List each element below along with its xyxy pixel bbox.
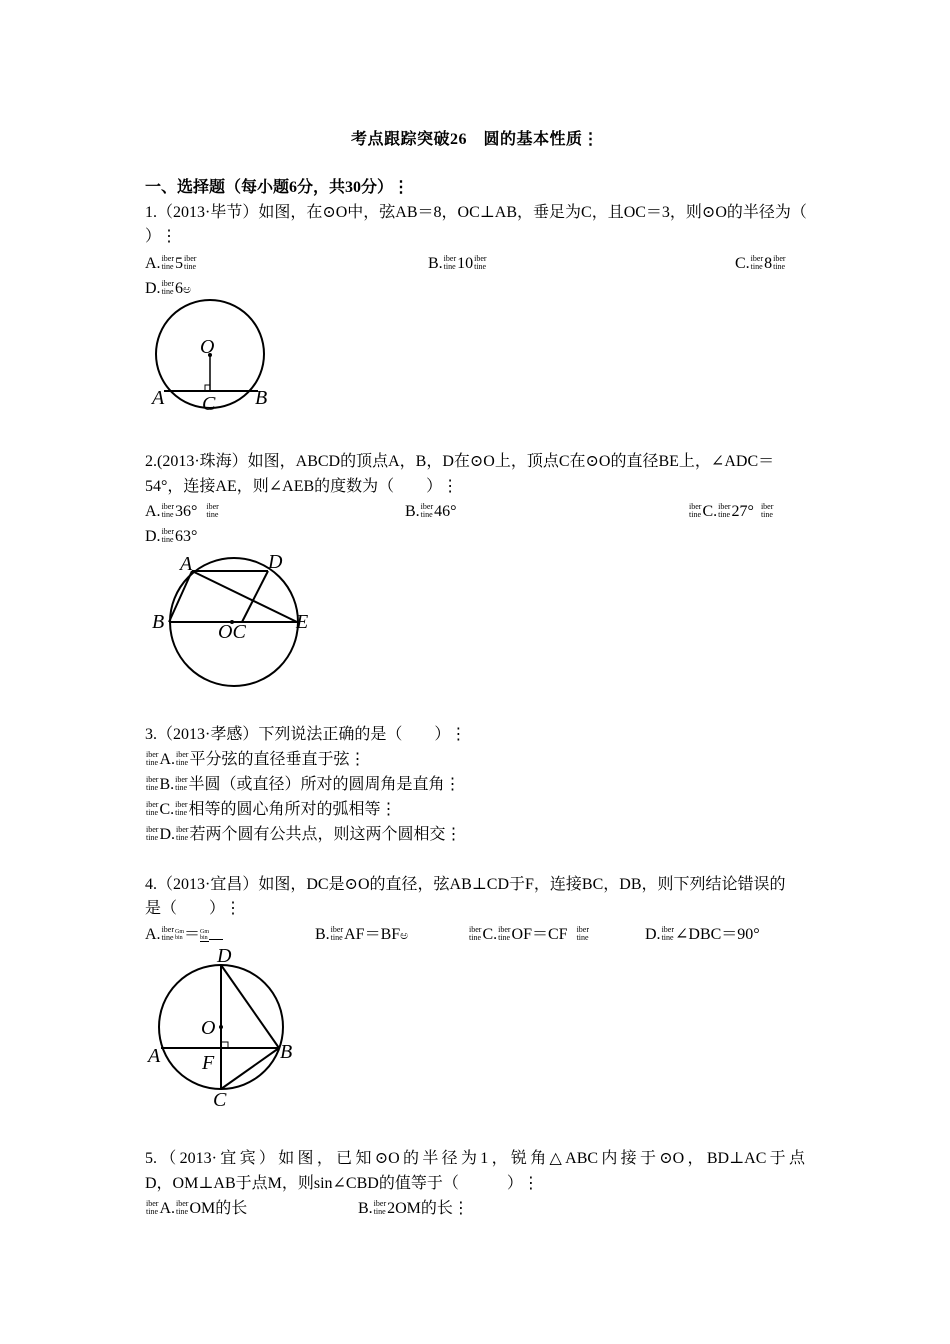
glitch-mark: iber tine xyxy=(498,925,511,943)
q4-label-a: A xyxy=(148,1045,161,1067)
q4-option-c: iber tine C. iber tine OF＝CF iber tine xyxy=(469,925,590,943)
glitch-mark: iber tine xyxy=(773,254,786,272)
q1-stem-line2: ）⋮ xyxy=(145,228,178,245)
glitch-mark: iber tine xyxy=(146,775,159,793)
q4-label-c: C xyxy=(213,1089,227,1111)
q5-option-a: iber tine A. iber tine OM的长 xyxy=(146,1199,248,1217)
q3-option-c: iber tine C. iber tine 相等的圆心角所对的弧相等⋮ xyxy=(146,800,397,818)
glitch-mark: iber tine xyxy=(161,254,174,272)
q2-option-d: D. iber tine 63° xyxy=(145,527,198,545)
glitch-mark: iber tine xyxy=(175,775,188,793)
q1-label-b: B xyxy=(255,387,268,409)
glitch-mark: iber tine xyxy=(330,925,344,943)
q5-option-b: B. iber tine 2OM的长⋮ xyxy=(358,1199,469,1217)
q4-center-dot xyxy=(219,1025,223,1029)
glitch-mark: iber tine xyxy=(443,254,457,272)
glitch-mark: iber tine xyxy=(420,502,434,520)
q2-label-e: E xyxy=(296,611,309,633)
snail-icon: ಅ xyxy=(183,282,191,296)
q1-label-a: A xyxy=(152,387,165,409)
q4-label-d: D xyxy=(217,945,232,967)
q3-option-d: iber tine D. iber tine 若两个圆有公共点，则这两个圆相交⋮ xyxy=(146,825,462,843)
glitch-mark: iber tine xyxy=(176,1199,189,1217)
q2-option-b: B. iber tine 46° xyxy=(405,502,457,520)
q3-option-a: iber tine A. iber tine 平分弦的直径垂直于弦⋮ xyxy=(146,750,366,768)
glitch-mark: iber tine xyxy=(161,502,174,520)
q2-figure xyxy=(150,550,320,690)
q2-option-a: A. iber tine 36° iber tine xyxy=(145,502,219,520)
q4-stem-line1: 4.（2013·宜昌）如图，DC是⊙O的直径，弦AB⊥CD于F，连接BC，DB，则下列结论错误的 xyxy=(145,876,786,893)
q5-stem-line1: 5.（2013·宜宾）如图，已知⊙O的半径为1，锐角△ABC内接于⊙O，BD⊥AC于点 xyxy=(145,1150,805,1167)
q5-stem-line2: D，OM⊥AB于点M，则sin∠CBD的值等于（ ）⋮ xyxy=(145,1175,539,1192)
glitch-mark: iber tine xyxy=(373,1199,387,1217)
page-title: 考点跟踪突破26 圆的基本性质⋮ xyxy=(350,131,599,148)
glitch-mark: iber tine xyxy=(146,825,159,843)
q1-option-c: C. iber tine 8 iber tine xyxy=(735,254,786,272)
glitch-mark: iber tine xyxy=(750,254,764,272)
glitch-mark: iber tine xyxy=(760,502,774,520)
q4-a-fraction-left: Gm bin xyxy=(175,929,184,942)
q4-label-o: O xyxy=(201,1017,216,1039)
q4-stem-line2: 是（ ）⋮ xyxy=(145,900,242,917)
q1-figure xyxy=(148,300,273,415)
q1-stem-line1: 1.（2013·毕节）如图，在⊙O中，弦AB＝8，OC⊥AB，垂足为C，且OC＝3，则⊙O的半径为（ xyxy=(145,204,807,221)
q2-label-d: D xyxy=(268,551,283,573)
q2-stem-line2: 54°，连接AE，则∠AEB的度数为（ ）⋮ xyxy=(145,478,459,495)
glitch-mark: iber tine xyxy=(146,800,159,818)
q4-option-d: D. iber tine ∠DBC＝90° xyxy=(645,925,760,943)
q1-option-d: D. iber tine 6ಅ xyxy=(145,279,191,297)
glitch-mark: iber tine xyxy=(661,925,674,943)
glitch-mark: iber tine xyxy=(576,925,590,943)
snail-icon: ಅ xyxy=(400,928,409,942)
glitch-mark: iber tine xyxy=(161,925,174,943)
glitch-mark: iber tine xyxy=(161,279,174,297)
q4-label-f: F xyxy=(202,1052,215,1074)
q2-side-ab xyxy=(169,571,192,622)
q4-option-b: B. iber tine AF＝BFಅ xyxy=(315,925,409,943)
glitch-mark: iber tine xyxy=(689,502,702,520)
glitch-mark: iber tine xyxy=(161,527,174,545)
glitch-mark: iber tine xyxy=(474,254,487,272)
q1-option-a: A. iber tine 5 iber tine xyxy=(145,254,197,272)
q2-label-a: A xyxy=(180,553,193,575)
q3-stem: 3.（2013·孝感）下列说法正确的是（ ）⋮ xyxy=(145,726,467,743)
q2-label-oc: OC xyxy=(218,621,246,643)
glitch-mark: iber tine xyxy=(469,925,482,943)
section-heading: 一、选择题（每小题6分，共30分）⋮ xyxy=(145,179,410,196)
glitch-mark: iber tine xyxy=(176,750,189,768)
glitch-mark: iber tine xyxy=(146,750,159,768)
q2-option-c: iber tine C. iber tine 27° iber tine xyxy=(689,502,774,520)
q4-option-a: A. iber tine Gm bin ＝ Gm bin xyxy=(145,925,223,945)
glitch-mark: iber tine xyxy=(146,1199,159,1217)
q3-option-b: iber tine B. iber tine 半圆（或直径）所对的圆周角是直角⋮ xyxy=(146,775,461,793)
q4-figure xyxy=(145,945,305,1110)
glitch-mark: iber tine xyxy=(176,825,189,843)
glitch-mark: iber tine xyxy=(184,254,197,272)
q2-stem-line1: 2.(2013·珠海）如图，ABCD的顶点A，B，D在⊙O上，顶点C在⊙O的直径BE上，∠ADC＝ xyxy=(145,453,775,470)
glitch-mark: iber tine xyxy=(206,502,219,520)
q2-label-b: B xyxy=(152,611,165,633)
glitch-mark: iber tine xyxy=(175,800,188,818)
q1-label-c: C xyxy=(202,393,216,415)
q4-segment-db xyxy=(221,965,279,1048)
q1-option-b: B. iber tine 10 iber tine xyxy=(428,254,487,272)
q1-label-o: O xyxy=(200,336,215,358)
glitch-mark: iber tine xyxy=(718,502,731,520)
q4-a-fraction-right: Gm bin xyxy=(200,928,210,941)
q4-label-b: B xyxy=(280,1041,293,1063)
